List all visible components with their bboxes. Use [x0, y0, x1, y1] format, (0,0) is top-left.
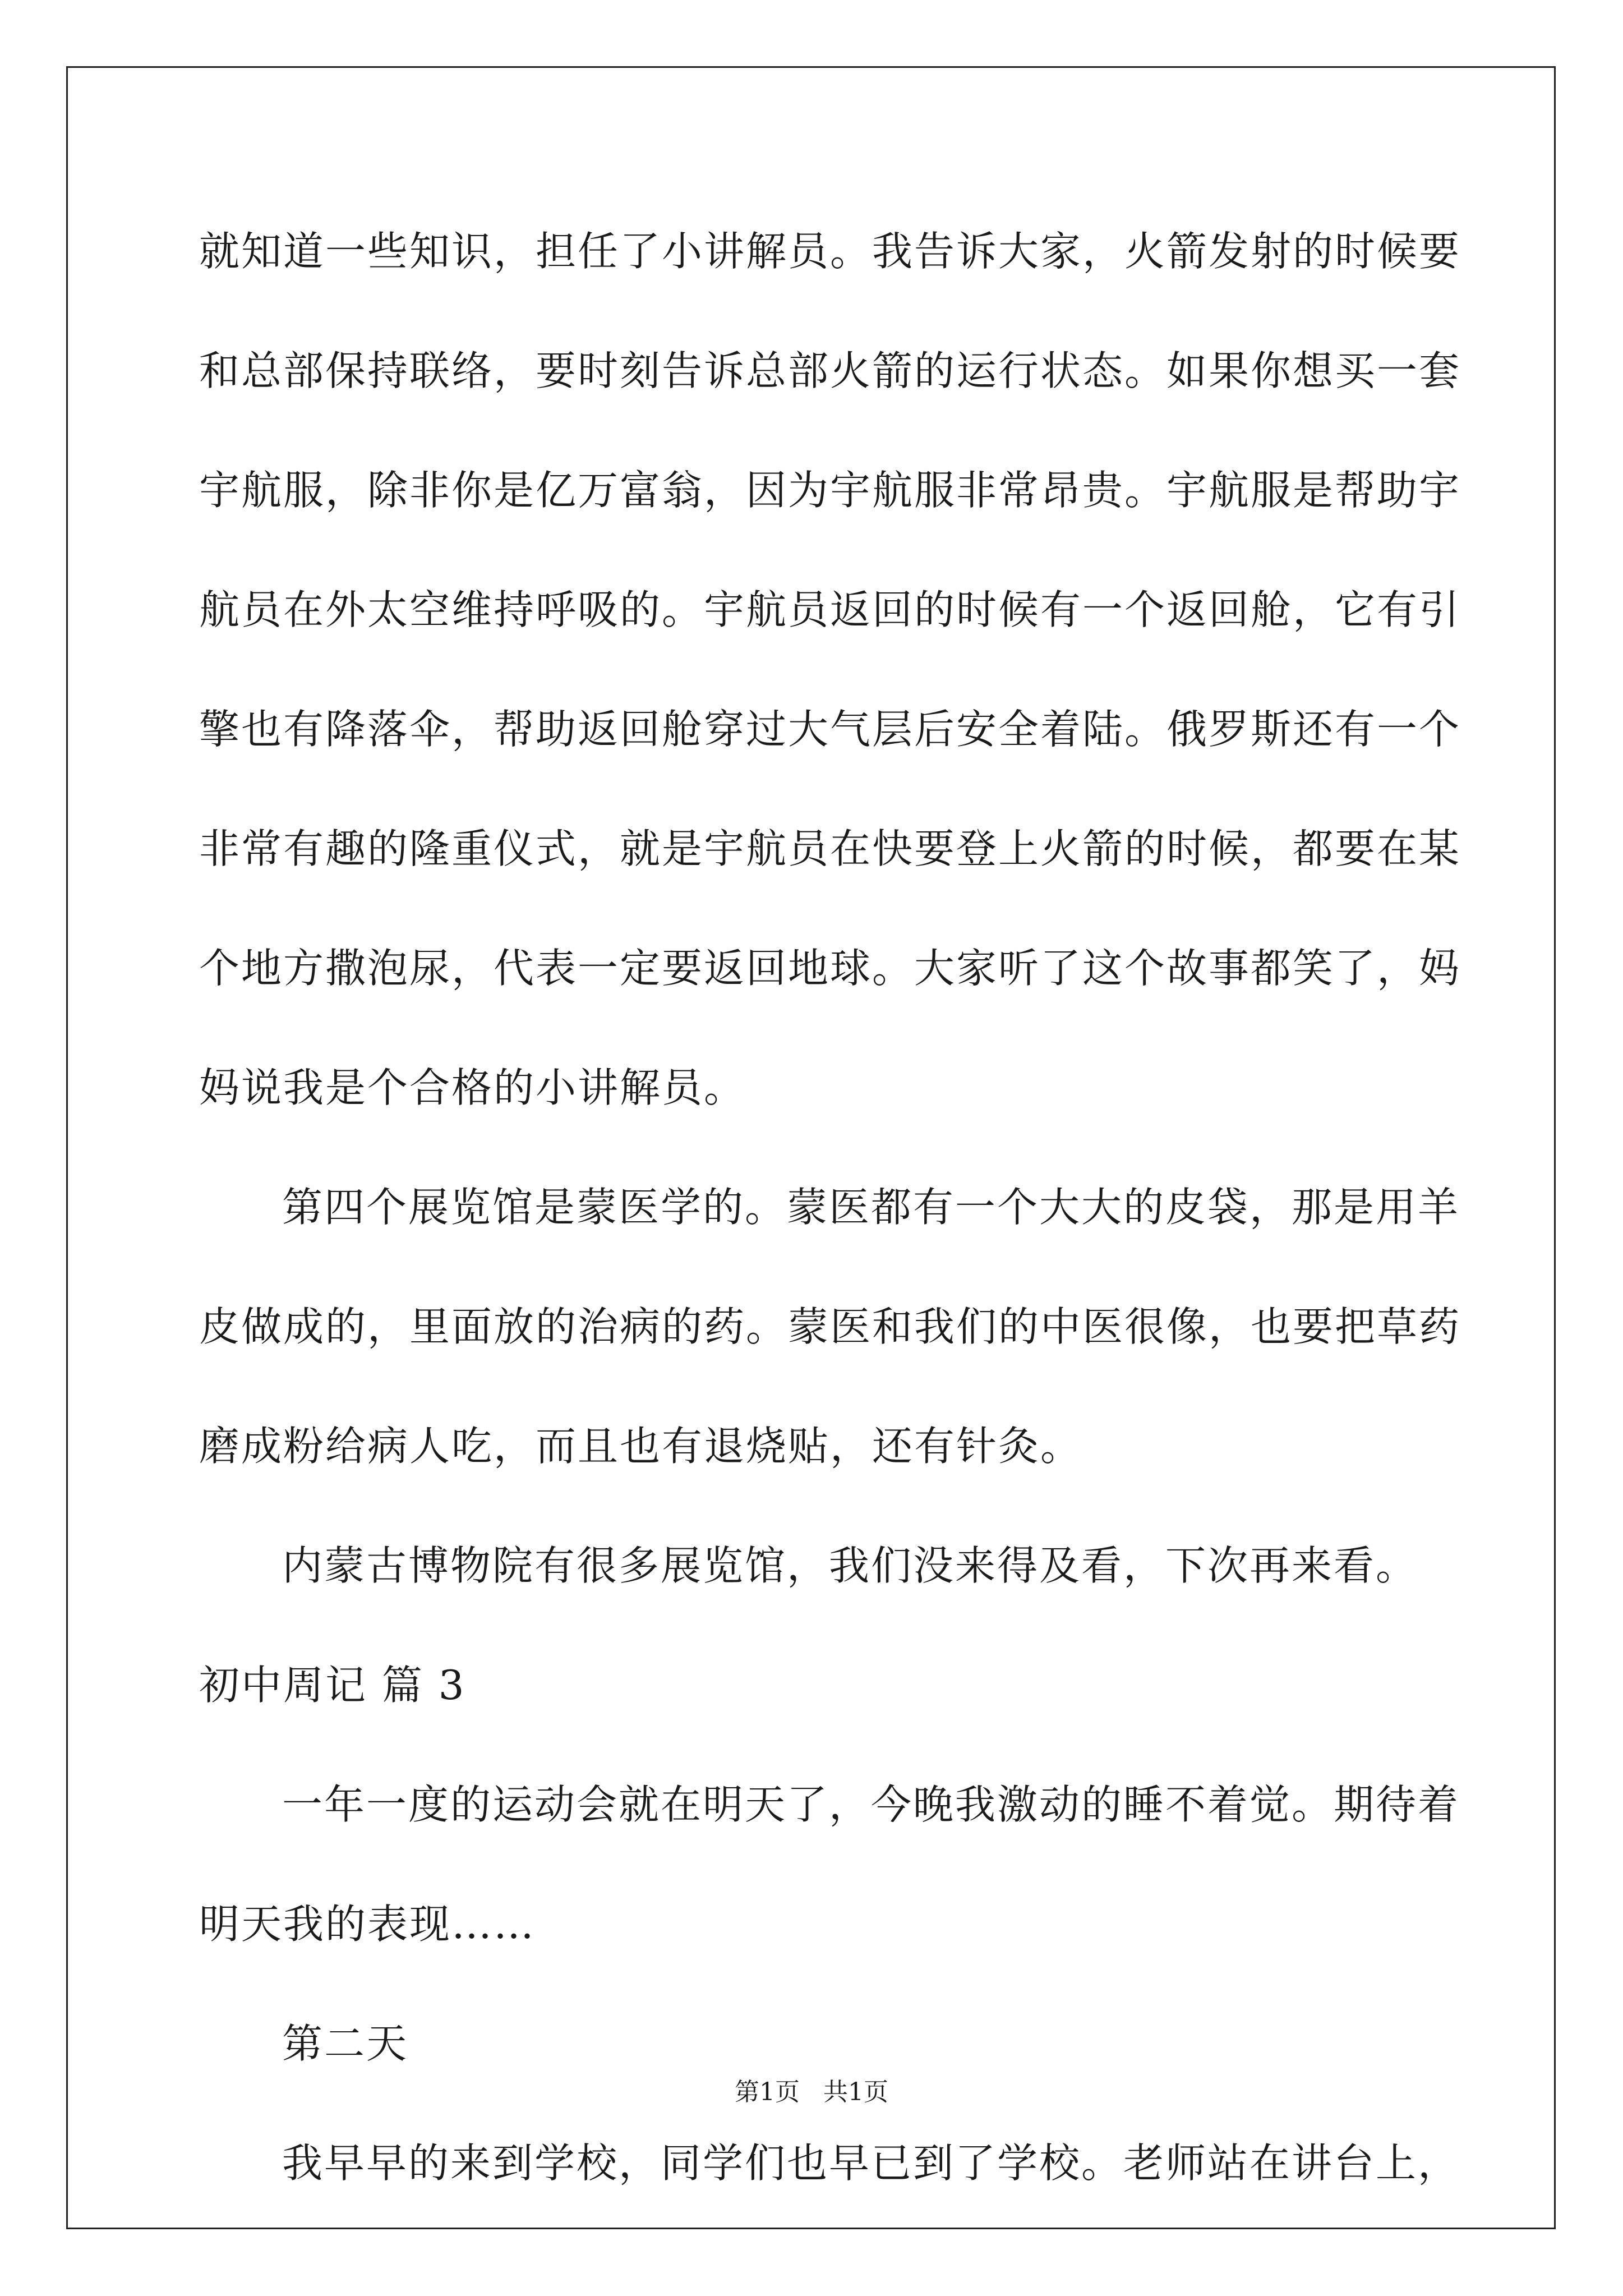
paragraph-start-line: 第四个展览馆是蒙医学的。蒙医都有一个大大的皮袋，那是用羊	[282, 1184, 1460, 1231]
text-line: 航员在外太空维持呼吸的。宇航员返回的时候有一个返回舱，它有引	[199, 586, 1461, 633]
text-line: 妈说我是个合格的小讲解员。	[199, 1064, 746, 1111]
text-line: 宇航服，除非你是亿万富翁，因为宇航服非常昂贵。宇航服是帮助宇	[199, 467, 1461, 514]
text-line: 非常有趣的隆重仪式，就是宇航员在快要登上火箭的时候，都要在某	[199, 825, 1461, 872]
section-heading: 初中周记 篇 3	[199, 1662, 466, 1709]
text-line: 个地方撒泡尿，代表一定要返回地球。大家听了这个故事都笑了，妈	[199, 945, 1461, 992]
text-line: 就知道一些知识，担任了小讲解员。我告诉大家，火箭发射的时候要	[199, 228, 1461, 275]
text-line: 磨成粉给病人吃，而且也有退烧贴，还有针灸。	[199, 1423, 1083, 1470]
text-line: 和总部保持联络，要时刻告诉总部火箭的运行状态。如果你想买一套	[199, 347, 1461, 394]
document-body	[199, 212, 1461, 2243]
paragraph-start-line: 第二天	[282, 2020, 409, 2067]
text-line: 擎也有降落伞，帮助返回舱穿过大气层后安全着陆。俄罗斯还有一个	[199, 706, 1461, 753]
paragraph-start-line: 我早早的来到学校，同学们也早已到了学校。老师站在讲台上，	[282, 2139, 1460, 2187]
page-number-footer: 第1页 共1页	[735, 2078, 888, 2106]
paragraph-start-line: 内蒙古博物院有很多展览馆，我们没来得及看，下次再来看。	[282, 1542, 1418, 1589]
text-line: 明天我的表现……	[199, 1901, 536, 1948]
paragraph-start-line: 一年一度的运动会就在明天了，今晚我激动的睡不着觉。期待着	[282, 1781, 1460, 1828]
text-line: 皮做成的，里面放的治病的药。蒙医和我们的中医很像，也要把草药	[199, 1303, 1461, 1350]
